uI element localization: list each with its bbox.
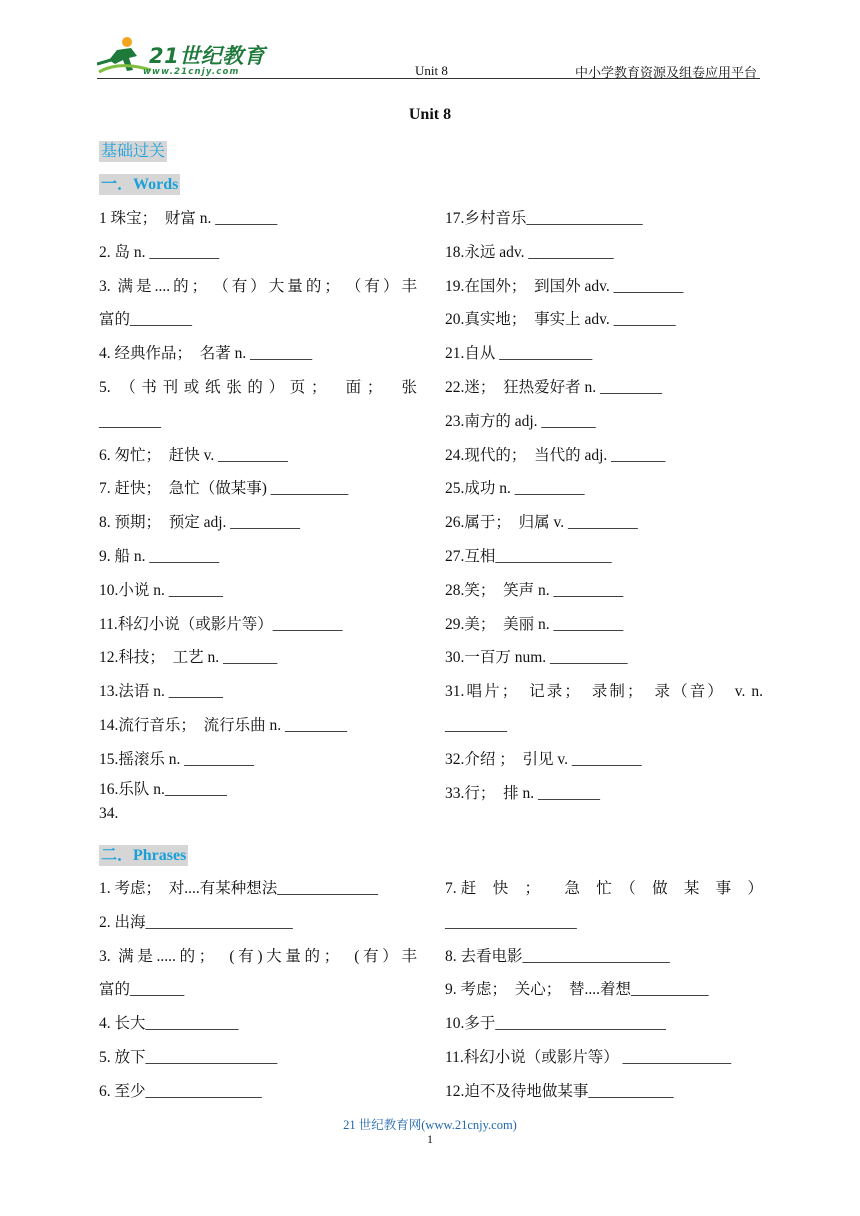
list-item: 6. 匆忙； 赶快 v. _________ bbox=[99, 446, 288, 464]
list-item: 5. 放下_________________ bbox=[99, 1048, 278, 1066]
list-item: 3. 满是.....的； (有)大量的； (有）丰 bbox=[99, 947, 417, 965]
list-item: 16.乐队 n.________ bbox=[99, 780, 227, 798]
list-item: 12.迫不及待地做某事___________ bbox=[445, 1082, 674, 1100]
list-item: 4. 经典作品； 名著 n. ________ bbox=[99, 345, 313, 363]
logo-text: 21世纪教育 bbox=[149, 44, 266, 68]
header-divider bbox=[97, 78, 760, 79]
list-item: 4. 长大____________ bbox=[99, 1015, 239, 1033]
list-item: 8. 预期； 预定 adj. _________ bbox=[99, 514, 301, 532]
phrases-left-column bbox=[99, 872, 417, 1109]
list-item: 26.属于； 归属 v. _________ bbox=[445, 514, 638, 532]
list-item: 24.现代的； 当代的 adj. _______ bbox=[445, 446, 666, 464]
list-item: 10.多于______________________ bbox=[445, 1015, 666, 1033]
list-item: 5. （书刊或纸张的）页； 面； 张 bbox=[99, 378, 417, 396]
list-item: 11.科幻小说（或影片等） ______________ bbox=[445, 1048, 732, 1066]
list-item: _________________ bbox=[445, 913, 577, 931]
section-words-heading: 一．Words bbox=[101, 176, 179, 193]
list-item: 15.摇滚乐 n. _________ bbox=[99, 750, 255, 768]
words-left-column bbox=[99, 202, 417, 825]
list-item: 20.真实地； 事实上 adv. ________ bbox=[445, 311, 676, 329]
list-item: 2. 出海___________________ bbox=[99, 913, 293, 931]
list-item: 2. 岛 n. _________ bbox=[99, 243, 220, 261]
section-basic-heading: 基础过关 bbox=[101, 143, 166, 160]
list-item: 34. bbox=[99, 804, 119, 822]
list-item: 7. 赶 快 ； 急 忙 （ 做 某 事 ） bbox=[445, 880, 763, 897]
list-item: 17.乡村音乐_______________ bbox=[445, 210, 643, 227]
list-item: 3. 满是....的； （有）大量的； （有）丰 bbox=[99, 277, 417, 295]
list-item: 18.永远 adv. ___________ bbox=[445, 243, 614, 261]
list-item: 14.流行音乐； 流行乐曲 n. ________ bbox=[99, 716, 348, 734]
list-item: 7. 赶快； 急忙（做某事) __________ bbox=[99, 480, 349, 498]
list-item: 8. 去看电影___________________ bbox=[445, 947, 670, 965]
list-item: 21.自从 ____________ bbox=[445, 345, 593, 363]
list-item: 19.在国外； 到国外 adv. _________ bbox=[445, 277, 684, 295]
page-header bbox=[97, 30, 757, 80]
list-item: 25.成功 n. _________ bbox=[445, 480, 585, 498]
list-item: 富的________ bbox=[99, 311, 193, 329]
header-platform: 中小学教育资源及组卷应用平台 bbox=[574, 65, 757, 80]
site-logo[interactable] bbox=[97, 34, 267, 78]
list-item: 1. 考虑； 对....有某种想法_____________ bbox=[99, 880, 379, 897]
list-item: 6. 至少_______________ bbox=[99, 1082, 262, 1100]
list-item: 27.互相_______________ bbox=[445, 547, 612, 565]
list-item: 30.一百万 num. __________ bbox=[445, 649, 628, 667]
list-item: 32.介绍 ； 引见 v. _________ bbox=[445, 750, 642, 768]
list-item: ________ bbox=[445, 716, 507, 734]
list-item: ________ bbox=[99, 412, 161, 430]
header-unit: Unit 8 bbox=[415, 63, 448, 78]
logo-url: www.21cnjy.com bbox=[143, 67, 240, 77]
list-item: 10.小说 n. _______ bbox=[99, 581, 224, 599]
list-item: 31.唱片； 记录； 录制； 录（音） v. n. bbox=[445, 683, 763, 701]
footer-link[interactable]: 21 世纪教育网(www.21cnjy.com) bbox=[343, 1118, 517, 1132]
list-item: 13.法语 n. _______ bbox=[99, 683, 224, 701]
words-right-column bbox=[445, 202, 763, 810]
list-item: 1 珠宝； 财富 n. ________ bbox=[99, 210, 278, 227]
list-item: 33.行； 排 n. ________ bbox=[445, 784, 601, 802]
page-title: Unit 8 bbox=[408, 106, 452, 123]
list-item: 11.科幻小说（或影片等）_________ bbox=[99, 615, 343, 633]
phrases-right-column bbox=[445, 872, 763, 1109]
list-item: 9. 船 n. _________ bbox=[99, 547, 220, 565]
page-number: 1 bbox=[427, 1132, 433, 1146]
list-item: 12.科技； 工艺 n. _______ bbox=[99, 649, 278, 667]
list-item: 富的_______ bbox=[99, 981, 185, 999]
list-item: 23.南方的 adj. _______ bbox=[445, 412, 596, 430]
list-item: 9. 考虑； 关心； 替....着想__________ bbox=[445, 981, 709, 999]
list-item: 28.笑； 笑声 n. _________ bbox=[445, 581, 624, 599]
list-item: 29.美； 美丽 n. _________ bbox=[445, 615, 624, 633]
section-phrases-heading: 二．Phrases bbox=[101, 847, 187, 864]
list-item: 22.迷； 狂热爱好者 n. ________ bbox=[445, 378, 663, 396]
